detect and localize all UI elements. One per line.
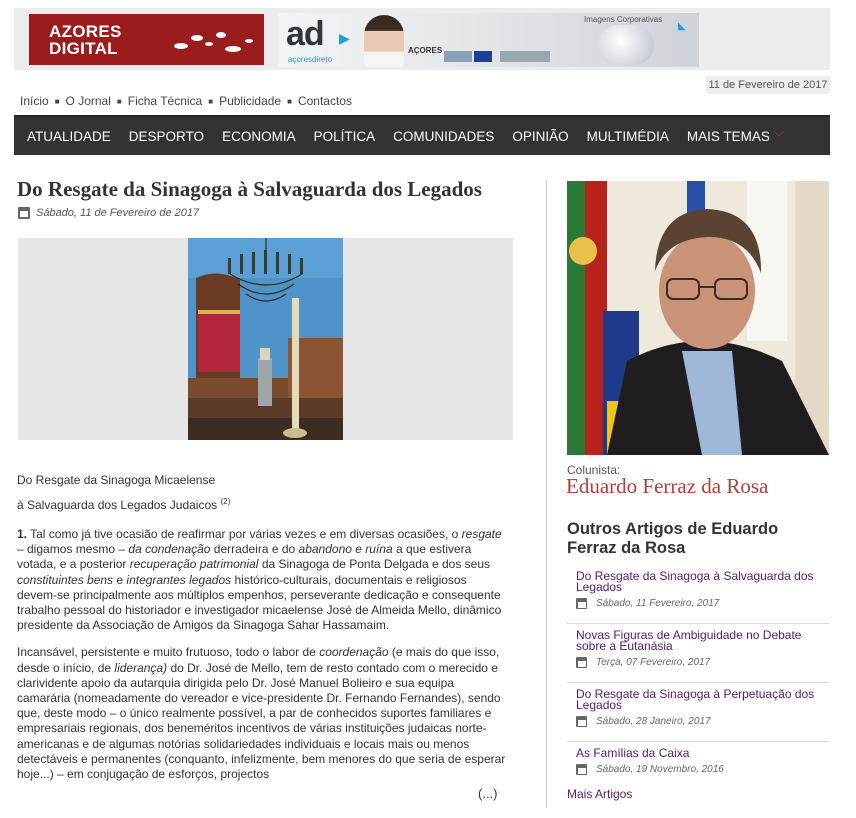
calendar-icon xyxy=(18,207,30,219)
lead-line-1: Do Resgate da Sinagoga Micaelense xyxy=(17,473,216,487)
separator-dot: ■ xyxy=(287,96,292,106)
topnav-contactos[interactable]: Contactos xyxy=(297,94,352,108)
separator-dot: ■ xyxy=(54,96,60,106)
columnist-portrait xyxy=(567,181,829,455)
lead-line-2 xyxy=(17,491,230,516)
date-text: Terça, 07 Fevereiro, 2017 xyxy=(596,657,711,668)
calendar-icon xyxy=(576,716,587,727)
list-item[interactable] xyxy=(567,683,829,742)
italic-run: liderança) xyxy=(114,660,168,675)
calendar-icon xyxy=(576,764,587,775)
other-article-title[interactable]: Do Resgate da Sinagoga à Salvaguarda dos Legados xyxy=(576,569,814,594)
article-image-panel xyxy=(18,238,513,440)
italic-run: resgate xyxy=(461,527,502,541)
italic-run: abandono e ruína xyxy=(298,542,393,557)
article-body xyxy=(17,527,509,794)
ad-model-image xyxy=(364,15,404,67)
text-run: (e mais do que isso, desde o início, de xyxy=(17,645,500,675)
other-article-date xyxy=(576,598,829,609)
ad-graphic xyxy=(598,25,654,65)
ad-bird-icon: ◣ xyxy=(678,21,686,32)
columnist-label: Colunista: xyxy=(567,463,621,477)
list-item[interactable] xyxy=(567,565,829,624)
nav-comunidades[interactable]: COMUNIDADES xyxy=(393,128,495,144)
other-article-title[interactable]: Novas Figuras de Ambiguidade no Debate sobre a Eutanásia xyxy=(576,628,802,653)
other-article-title[interactable]: As Famílias da Caixa xyxy=(576,746,690,760)
date-text: Sábado, 28 Janeiro, 2017 xyxy=(596,716,711,727)
nav-economia[interactable]: ECONOMIA xyxy=(222,128,296,144)
italic-run: recuperação patrimonial xyxy=(129,557,259,572)
text-run: derradeira e do xyxy=(210,542,299,557)
columnist-photo xyxy=(567,181,829,455)
ad-partner-logo xyxy=(500,51,550,62)
article-title: Do Resgate da Sinagoga à Salvaguarda dos Legados xyxy=(17,177,482,201)
synagogue-photo xyxy=(188,238,343,440)
topnav-inicio[interactable]: Início xyxy=(20,94,49,108)
ad-corp-text: Imagens Corporativas xyxy=(584,15,663,24)
chevron-down-icon: ﹀ xyxy=(772,129,785,144)
text-run: da Sinagoga de Ponta Delgada e dos seus xyxy=(258,557,490,572)
text-run: e xyxy=(113,572,127,587)
islands-map-icon xyxy=(169,24,259,58)
calendar-icon xyxy=(576,657,587,668)
list-item[interactable] xyxy=(567,742,829,784)
nav-opiniao[interactable]: OPINIÃO xyxy=(512,128,569,144)
main-navigation xyxy=(14,115,830,155)
text-run: Incansável, persistente e muito frutuoso, todo o labor de xyxy=(17,645,320,660)
other-articles-heading: Outros Artigos de Eduardo Ferraz da Rosa xyxy=(567,520,779,557)
article-date-text: Sábado, 11 de Fevereiro de 2017 xyxy=(36,207,200,219)
nav-mais-temas[interactable] xyxy=(678,128,794,145)
other-article-date xyxy=(576,657,829,668)
nav-politica[interactable]: POLÍTICA xyxy=(313,128,376,144)
lead-line-2-text: à Salvaguarda dos Legados Judaicos xyxy=(17,498,221,512)
other-articles-list xyxy=(567,565,829,784)
current-date: 11 de Fevereiro de 2017 xyxy=(706,76,830,94)
read-more-ellipsis[interactable]: (...) xyxy=(478,786,498,801)
topnav-publicidade[interactable]: Publicidade xyxy=(219,94,282,108)
text-run: do Dr. José de Mello, tem de resto contado com o merecido e clarividente apoio da autarquia dirigida pelo Dr. José Manuel Bolieiro e sua equipa camarária (nomeadamente do vereador e vice-presidente Dr. Fernando Fernandes), sendo que, deste modo – o único realmente possível, a par de conhecidos suportes familiares e empresariais regionais, dos beneméritos incentivos de várias instituições judaicas norte-americanas e de algumas notórias solidariedades individuais e locais mais ou menos detectáveis e permanentes (conquanto, infelizmente, bem menores do que seria de esperar hoje...) – em conjugação de esforços, projectos xyxy=(17,660,506,782)
header-banner xyxy=(14,8,830,70)
paragraph-2 xyxy=(17,645,509,782)
nav-multimedia[interactable]: MULTIMÉDIA xyxy=(586,128,669,144)
list-item[interactable] xyxy=(567,624,829,683)
text-run: Tal como já tive ocasião de reafirmar por várias vezes e em diversas ocasiões, o xyxy=(27,527,462,541)
more-articles-link[interactable]: Mais Artigos xyxy=(567,787,633,801)
columnist-name[interactable]: Eduardo Ferraz da Rosa xyxy=(566,474,769,498)
article-image[interactable] xyxy=(188,238,343,440)
other-article-date xyxy=(576,764,829,775)
azores-digital-logo[interactable] xyxy=(29,14,264,65)
logo-text: AZORES DIGITAL xyxy=(49,22,122,58)
advertisement-banner[interactable] xyxy=(278,13,699,67)
nav-atualidade[interactable]: ATUALIDADE xyxy=(27,128,111,144)
calendar-icon xyxy=(576,598,587,609)
footnote-ref[interactable]: (2) xyxy=(220,497,231,506)
paragraph-number: 1. xyxy=(17,527,28,541)
other-article-title[interactable]: Do Resgate da Sinagoga à Perpetuação dos Legados xyxy=(576,687,815,712)
article-date xyxy=(18,207,199,219)
paragraph-1 xyxy=(17,527,509,633)
topnav-ficha-tecnica[interactable]: Ficha Técnica xyxy=(127,94,203,108)
separator-dot: ■ xyxy=(208,96,214,106)
other-article-date xyxy=(576,716,829,727)
italic-run: constituintes bens xyxy=(17,572,114,587)
top-navigation xyxy=(14,92,358,110)
italic-run: integrantes legados xyxy=(126,572,232,587)
ad-acores-label: AÇORES xyxy=(408,46,443,55)
italic-run: da condenação xyxy=(128,542,211,557)
ad-partner-logo xyxy=(444,51,472,62)
article-lead xyxy=(17,470,230,516)
eu-flag-icon xyxy=(474,51,492,62)
ad-arrow-icon: ▶ xyxy=(339,30,350,46)
italic-run: coordenação xyxy=(319,645,389,660)
date-text: Sábado, 19 Novembro, 2016 xyxy=(596,764,724,775)
topnav-o-jornal[interactable]: O Jornal xyxy=(65,94,111,108)
nav-mais-temas-label: MAIS TEMAS xyxy=(686,128,770,144)
text-run: histórico-culturais, documentais e religiosos devem-se principalmente aos múltiplos empenhos, perseverante dedicação e consequente trabalho pessoal do historiador e investigador micaelense José de Almeida Mello, dinâmico presidente da Associação de Amigos da Sinagoga Sahar Hassamaim. xyxy=(17,572,502,633)
separator-dot: ■ xyxy=(116,96,122,106)
text-run: a que estivera votada, e a posterior xyxy=(17,542,472,572)
ad-subtitle: açoresdireto xyxy=(288,55,333,64)
ad-logo: ad xyxy=(286,15,324,53)
date-text: Sábado, 11 Fevereiro, 2017 xyxy=(596,598,720,609)
nav-desporto[interactable]: DESPORTO xyxy=(128,128,205,144)
column-divider xyxy=(546,181,547,808)
text-run: – digamos mesmo – xyxy=(17,542,129,557)
